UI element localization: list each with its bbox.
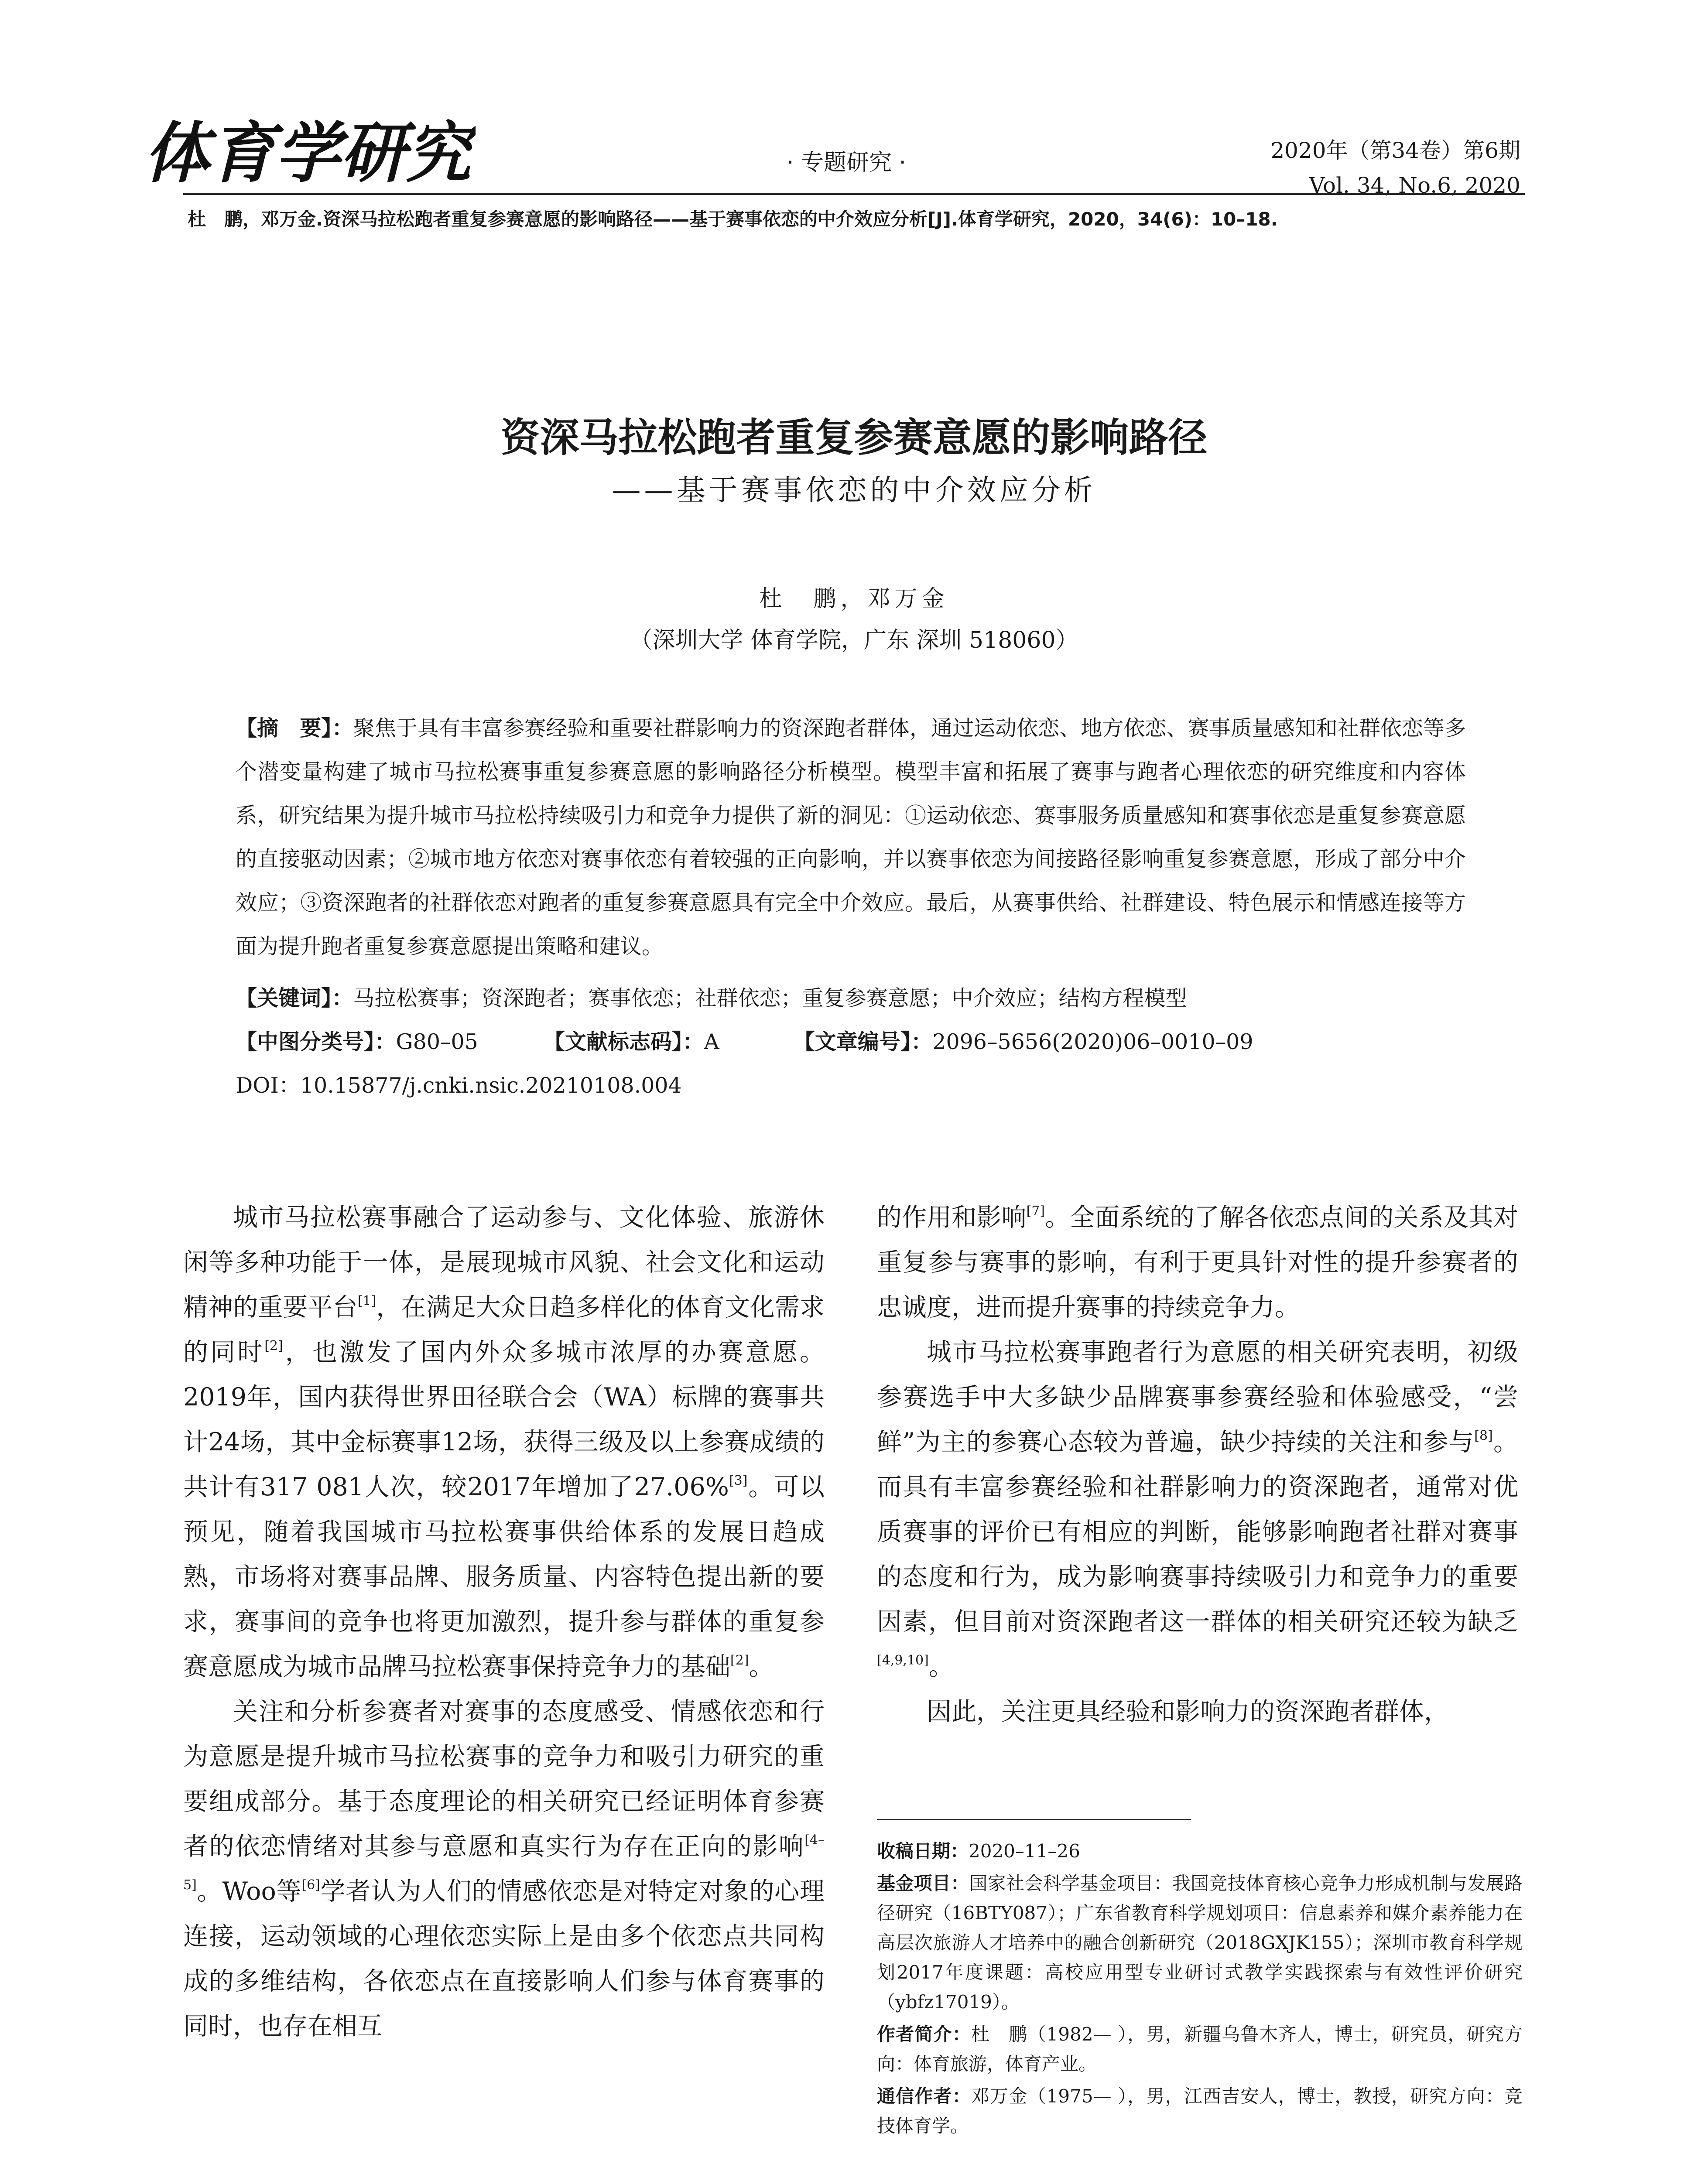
body-paragraph: 城市马拉松赛事融合了运动参与、文化体验、旅游休闲等多种功能于一体，是展现城市风貌、社会文化和运动精神的重要平台[1]，在满足大众日趋多样化的体育文化需求的同时[2]，也激发了国内外众多城市浓厚的办赛意愿。2019年，国内获得世界田径联合会（WA）标牌的赛事共计24场，其中金标赛事12场，获得三级及以上参赛成绩的共计有317 081人次，较2017年增加了27.06%[3]。可以预见，随着我国城市马拉松赛事供给体系的发展日趋成熟，市场将对赛事品牌、服务质量、内容特色提出新的要求，赛事间的竞争也将更加激烈，提升参与群体的重复参赛意愿成为城市品牌马拉松赛事保持竞争力的基础[2]。 — [183, 1203, 825, 1681]
fund-info: 基金项目：国家社会科学基金项目：我国竞技体育核心竞争力形成机制与发展路径研究（16BTY087）；广东省教育科学规划项目：信息素养和媒介素养能力在高层次旅游人才培养中的融合创新研究（2018GXJK155）；深圳市教育科学规划2017年度课题：高校应用型专业研讨式教学实践探索与有效性评价研究（ybfz17019）。 — [877, 1873, 1523, 2013]
doc-code-value: A — [704, 1029, 719, 1054]
classification-line — [236, 1025, 1466, 1056]
doi: DOI：10.15877/j.cnki.nsic.20210108.004 — [236, 1073, 682, 1098]
article-id-label: 【文章编号】： — [793, 1029, 933, 1054]
citation-ref: [3] — [729, 1473, 748, 1488]
footnotes — [877, 1836, 1523, 2143]
received-date: 收稿日期：2020–11–26 — [877, 1840, 1080, 1862]
body-paragraph: 因此，关注更具经验和影响力的资深跑者群体， — [927, 1697, 1449, 1726]
citation-ref: [6] — [301, 1877, 320, 1893]
clc-label: 【中图分类号】： — [236, 1029, 396, 1054]
keywords-label: 【关键词】： — [236, 986, 353, 1011]
citation-ref: [8] — [1474, 1428, 1493, 1443]
article-affiliation: （深圳大学 体育学院，广东 深圳 518060） — [630, 627, 1078, 653]
issue-info — [1270, 133, 1520, 203]
article-authors: 杜 鹏，邓万金 — [759, 586, 949, 612]
header-rule — [183, 193, 1525, 195]
issue-cn: 2020年（第34卷）第6期 — [1270, 138, 1520, 163]
journal-logo-calligraphy — [144, 117, 476, 191]
keywords — [236, 981, 1466, 1012]
issue-en: Vol. 34, No.6, 2020 — [1309, 173, 1520, 198]
abstract — [236, 707, 1466, 968]
abstract-label: 【摘 要】： — [236, 716, 353, 741]
section-label: · 专题研究 · — [786, 150, 907, 176]
citation-ref: [4,9,10] — [877, 1653, 929, 1668]
corresponding-author: 通信作者：邓万金（1975— ），男，江西吉安人，博士，教授，研究方向：竞技体育学。 — [877, 2085, 1523, 2137]
citation-ref: [4–5] — [183, 1832, 825, 1893]
article-id-value: 2096–5656(2020)06–0010–09 — [932, 1029, 1253, 1054]
svg-text:体育学研究: 体育学研究 — [144, 117, 472, 191]
journal-logo — [144, 117, 476, 191]
clc-value: G80–05 — [396, 1029, 478, 1054]
abstract-text: 聚焦于具有丰富参赛经验和重要社群影响力的资深跑者群体，通过运动依恋、地方依恋、赛事质量感知和社群依恋等多个潜变量构建了城市马拉松赛事重复参赛意愿的影响路径分析模型。模型丰富和拓展了赛事与跑者心理依恋的研究维度和内容体系，研究结果为提升城市马拉松持续吸引力和竞争力提供了新的洞见：①运动依恋、赛事服务质量感知和赛事依恋是重复参赛意愿的直接驱动因素；②城市地方依恋对赛事依恋有着较强的正向影响，并以赛事依恋为间接路径影响重复参赛意愿，形成了部分中介效应；③资深跑者的社群依恋对跑者的重复参赛意愿具有完全中介效应。最后，从赛事供给、社群建设、特色展示和情感连接等方面为提升跑者重复参赛意愿提出策略和建议。 — [236, 716, 1466, 959]
author-bio: 作者简介：杜 鹏（1982— ），男，新疆乌鲁木齐人，博士，研究员，研究方向：体育旅游，体育产业。 — [877, 2024, 1523, 2075]
body-paragraph: 的作用和影响[7]。全面系统的了解各依恋点间的关系及其对重复参与赛事的影响，有利于更具针对性的提升参赛者的忠诚度，进而提升赛事的持续竞争力。 — [877, 1203, 1519, 1322]
citation-ref: [7] — [1026, 1203, 1045, 1219]
body-right-column — [877, 1195, 1518, 1734]
doc-code-label: 【文献标志码】： — [543, 1029, 704, 1054]
citation-ref: [2] — [730, 1653, 749, 1668]
keywords-text: 马拉松赛事；资深跑者；赛事依恋；社群依恋；重复参赛意愿；中介效应；结构方程模型 — [353, 986, 1187, 1011]
citation-ref: [2] — [264, 1338, 283, 1354]
article-subtitle: ——基于赛事依恋的中介效应分析 — [612, 473, 1096, 507]
citation-line: 杜 鹏，邓万金.资深马拉松跑者重复参赛意愿的影响路径——基于赛事依恋的中介效应分析[J].体育学研究，2020，34(6)：10–18. — [188, 209, 1278, 230]
footnote-rule — [877, 1819, 1191, 1820]
citation-ref: [1] — [357, 1293, 377, 1309]
article-title: 资深马拉松跑者重复参赛意愿的影响路径 — [500, 415, 1208, 461]
body-paragraph: 关注和分析参赛者对赛事的态度感受、情感依恋和行为意愿是提升城市马拉松赛事的竞争力和吸引力研究的重要组成部分。基于态度理论的相关研究已经证明体育参赛者的依恋情绪对其参与意愿和真实行为存在正向的影响[4–5]。Woo等[6]学者认为人们的情感依恋是对特定对象的心理连接，运动领域的心理依恋实际上是由多个依恋点共同构成的多维结构，各依恋点在直接影响人们参与体育赛事的同时，也存在相互 — [183, 1697, 825, 2041]
body-paragraph: 城市马拉松赛事跑者行为意愿的相关研究表明，初级参赛选手中大多缺少品牌赛事参赛经验和体验感受，“尝鲜”为主的参赛心态较为普遍，缺少持续的关注和参与[8]。而具有丰富参赛经验和社群影响力的资深跑者，通常对优质赛事的评价已有相应的判断，能够影响跑者社群对赛事的态度和行为，成为影响赛事持续吸引力和竞争力的重要因素，但目前对资深跑者这一群体的相关研究还较为缺乏[4,9,10]。 — [877, 1338, 1519, 1681]
body-left-column — [183, 1195, 825, 2049]
